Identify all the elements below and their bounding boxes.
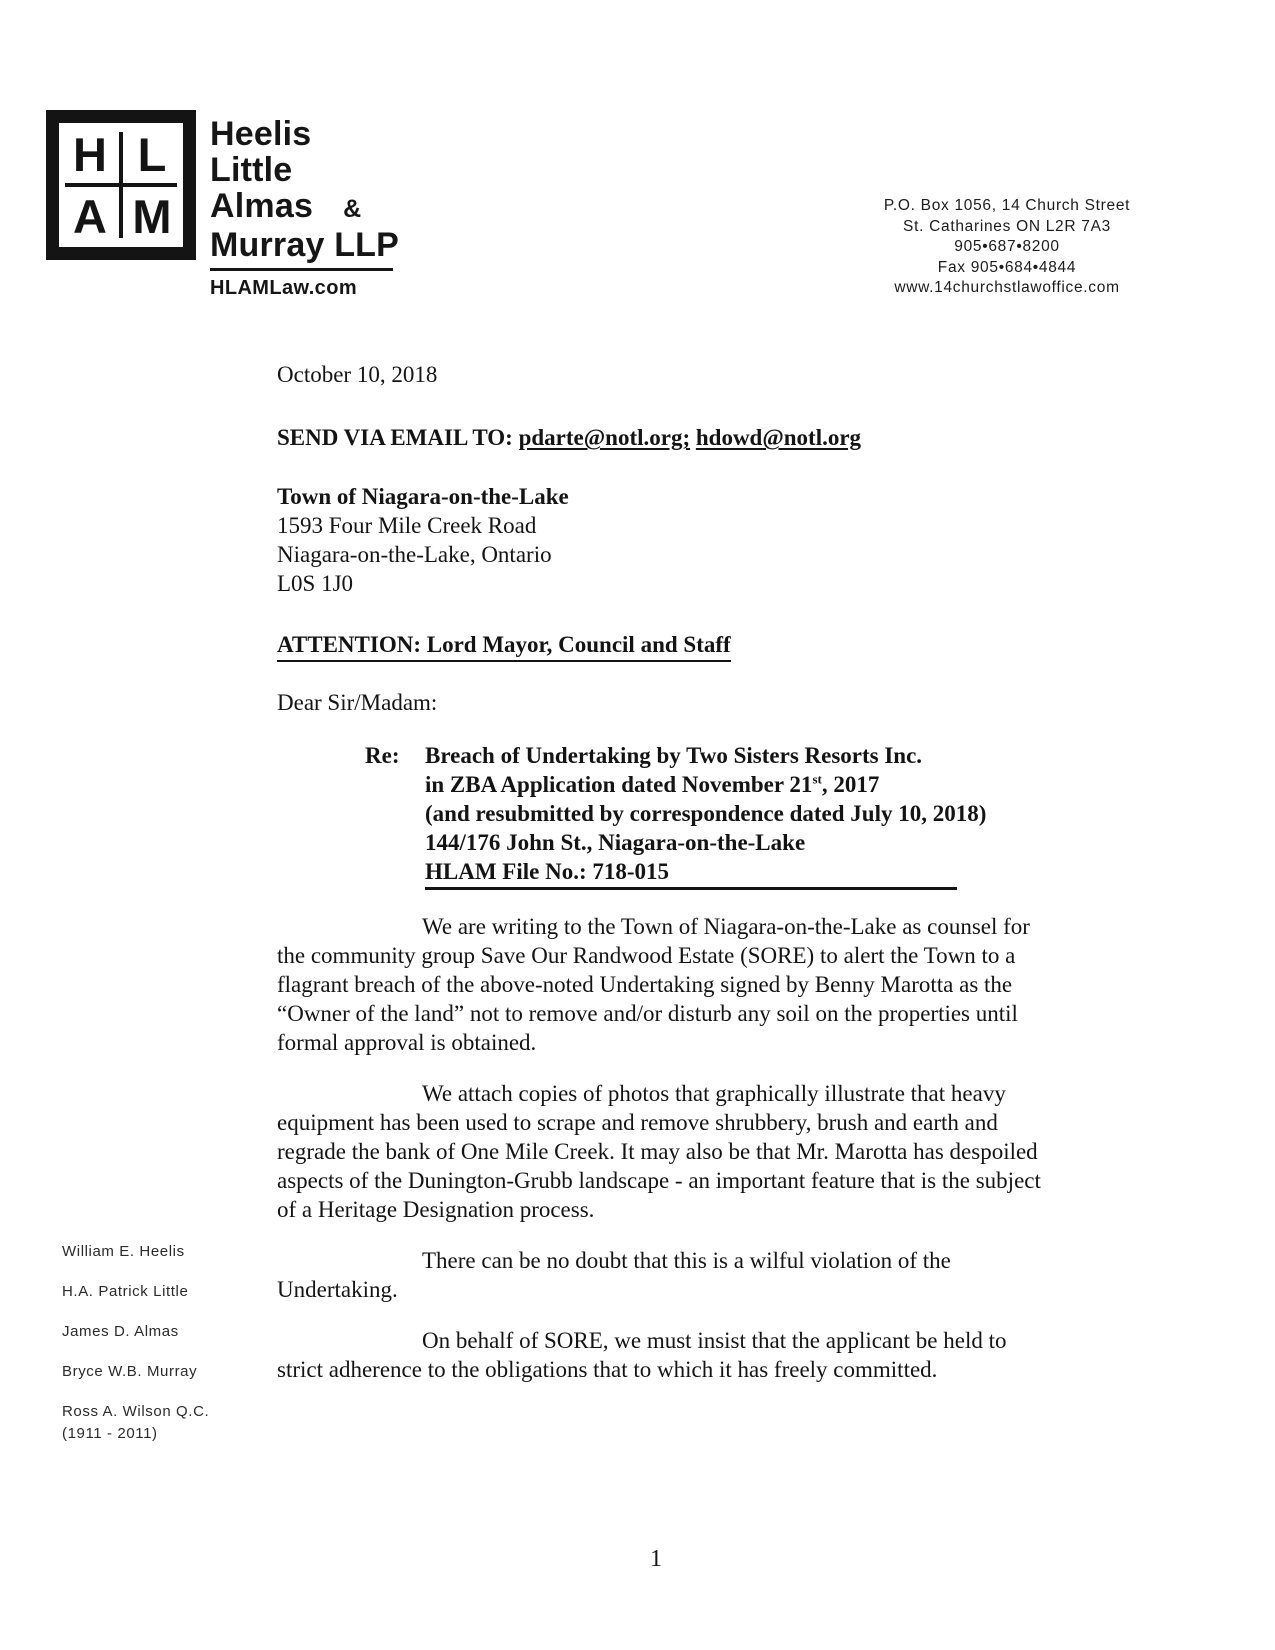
- firm-website: HLAMLaw.com: [210, 277, 357, 299]
- letter-date: October 10, 2018: [277, 362, 438, 387]
- logo-divider-horizontal: [65, 183, 177, 187]
- contact-address-line-2: St. Catharines ON L2R 7A3: [903, 217, 1111, 235]
- firm-logo-grid: [59, 123, 183, 247]
- contact-fax: Fax 905•684•4844: [937, 258, 1077, 276]
- re-label: Re:: [365, 743, 400, 768]
- attention-text: ATTENTION: Lord Mayor, Council and Staff: [277, 630, 731, 662]
- file-number: HLAM File No.: 718-015: [425, 857, 957, 890]
- letter-body: [277, 360, 1052, 1406]
- firm-name-underline: [210, 268, 393, 271]
- re-line-1: Breach of Undertaking by Two Sisters Resorts Inc.: [425, 743, 923, 768]
- body-paragraph-3: There can be no doubt that this is a wilful violation of the Undertaking.: [277, 1248, 951, 1302]
- re-line-2-pre: in ZBA Application dated November 21: [425, 772, 813, 797]
- attention-line: [277, 630, 1052, 662]
- firm-name-almas: Almas: [210, 187, 314, 225]
- re-line-2-post: , 2017: [821, 772, 880, 797]
- page-number: 1: [650, 1546, 662, 1572]
- re-line-2: [425, 770, 1052, 799]
- re-subject-block: [277, 741, 1052, 890]
- firm-logo-icon: [46, 110, 196, 260]
- attorney-name-1: William E. Heelis: [62, 1243, 185, 1260]
- send-via-email-label: SEND VIA EMAIL TO:: [277, 425, 519, 450]
- body-paragraph-1: We are writing to the Town of Niagara-on-the-Lake as counsel for the community group Save Our Randwood Estate (SORE) to alert the Town to a flagrant breach of the above-noted Undertaking signed by Benny Marotta as the “Owner of the land” not to remove and/or disturb any soil on the properties until formal approval is obtained.: [277, 914, 1030, 1055]
- firm-name-line-1: Heelis: [210, 115, 312, 153]
- contact-address-line-1: P.O. Box 1056, 14 Church Street: [883, 197, 1131, 214]
- re-line-2-superscript: st: [812, 771, 822, 787]
- body-paragraph-2: We attach copies of photos that graphically illustrate that heavy equipment has been used to scrape and remove shrubbery, brush and earth and regrade the bank of One Mile Creek. It may also be that Mr. Marotta has despoiled aspects of the Dunington-Grubb landscape - an important feature that is the subject of a Heritage Designation process.: [277, 1081, 1041, 1222]
- attorney-name-4: Bryce W.B. Murray: [62, 1363, 198, 1380]
- body-paragraph-4: On behalf of SORE, we must insist that the applicant be held to strict adherence to the obligations that to which it has freely committed.: [277, 1328, 1007, 1382]
- recipient-name: Town of Niagara-on-the-Lake: [277, 484, 569, 509]
- recipient-address-line-2: Niagara-on-the-Lake, Ontario: [277, 542, 552, 567]
- letterhead-contact-block: [872, 196, 1142, 299]
- re-lines: [425, 741, 1052, 890]
- contact-phone: 905•687•8200: [954, 238, 1060, 255]
- re-line-3: (and resubmitted by correspondence dated July 10, 2018): [425, 801, 987, 826]
- contact-website: www.14churchstlawoffice.com: [894, 279, 1120, 296]
- send-via-email-line: [277, 423, 1052, 452]
- attorney-name-2: H.A. Patrick Little: [62, 1283, 189, 1300]
- recipient-postal-code: L0S 1J0: [277, 571, 354, 596]
- attorney-name-3: James D. Almas: [62, 1323, 179, 1340]
- email-link-pdarte[interactable]: pdarte@notl.org;: [518, 425, 691, 450]
- firm-name-line-3: [210, 188, 399, 227]
- re-line-4: 144/176 John St., Niagara-on-the-Lake: [425, 830, 806, 855]
- memorial-attorney-years: (1911 - 2011): [62, 1425, 158, 1442]
- firm-name-block: [210, 116, 399, 300]
- recipient-address-block: [277, 482, 1052, 598]
- recipient-address-line-1: 1593 Four Mile Creek Road: [277, 513, 537, 538]
- attorney-sidebar: [62, 1243, 209, 1442]
- logo-letter-a: A: [73, 189, 107, 243]
- email-link-hdowd[interactable]: hdowd@notl.org: [695, 425, 862, 450]
- salutation: Dear Sir/Madam:: [277, 690, 438, 715]
- logo-letter-m: M: [132, 189, 172, 243]
- firm-name-line-2: Little: [210, 151, 293, 189]
- firm-name-line-4: Murray LLP: [210, 226, 400, 264]
- re-line-5: [425, 857, 1052, 890]
- logo-letter-h: H: [73, 127, 107, 181]
- memorial-attorney-name: Ross A. Wilson Q.C.: [62, 1403, 210, 1420]
- ampersand-glyph: &: [343, 195, 362, 223]
- logo-letter-l: L: [137, 127, 167, 181]
